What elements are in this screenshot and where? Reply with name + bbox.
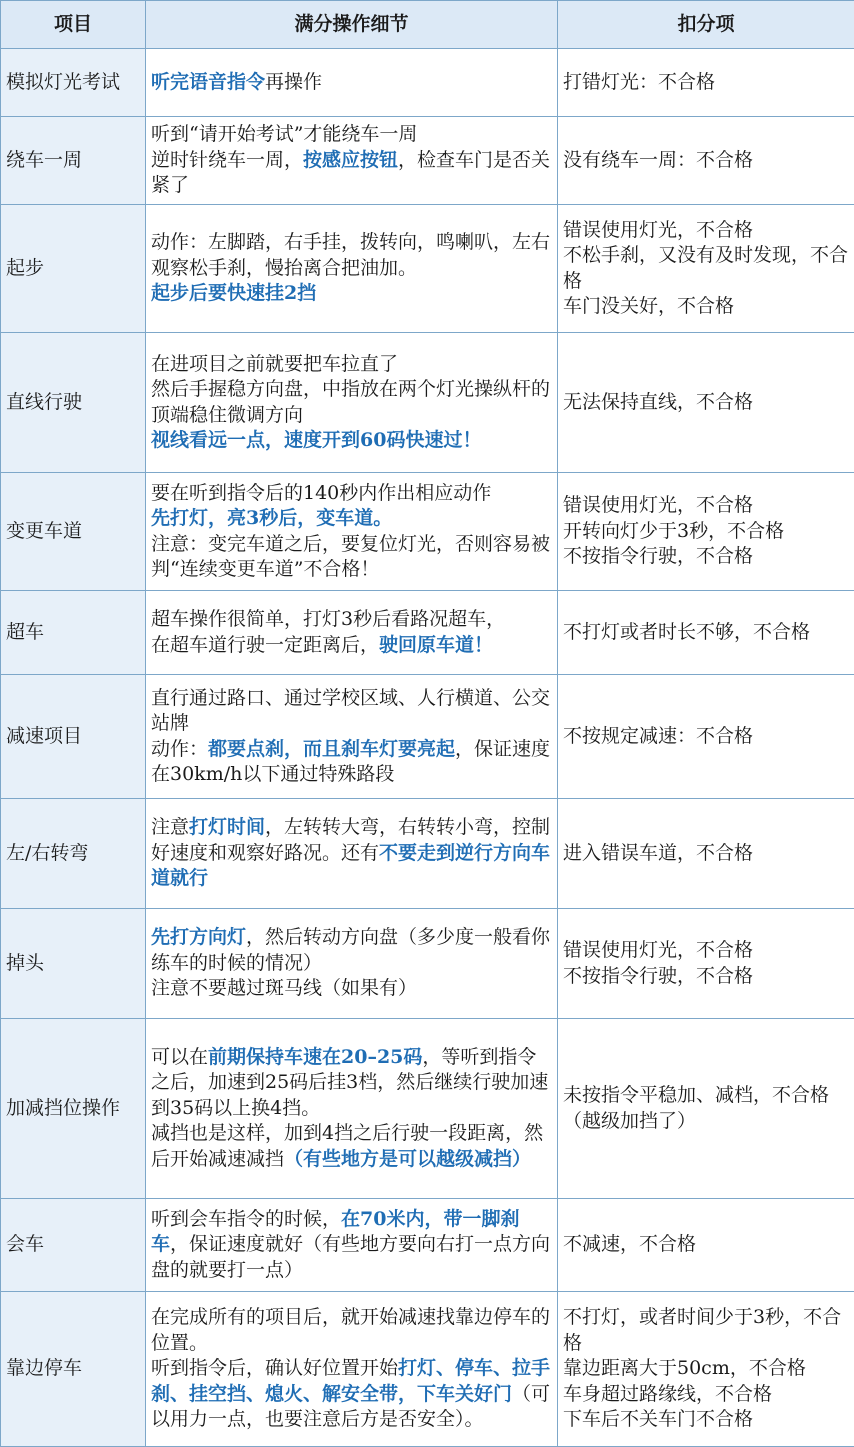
deduct-line: 不按指令行驶，不合格 (563, 964, 849, 990)
table-row (1, 675, 854, 799)
table-row (1, 1019, 854, 1199)
row-detail-cell (146, 473, 558, 591)
row-detail-cell (146, 205, 558, 333)
deduct-line: 车门没关好，不合格 (563, 294, 849, 320)
detail-text: 注意：变完车道之后，要复位灯光，否则容易被判“连续变更车道”不合格！ (151, 533, 550, 581)
header-deduct: 扣分项 (558, 1, 854, 49)
deduct-line: 进入错误车道，不合格 (563, 841, 849, 867)
deduct-line: 不按指令行驶，不合格 (563, 544, 849, 570)
detail-text: 可以在 (151, 1046, 208, 1068)
table-row (1, 117, 854, 205)
deduct-line: 错误使用灯光，不合格 (563, 218, 849, 244)
detail-text: ，检查车门是否关紧了 (151, 149, 550, 197)
detail-paragraph (151, 607, 552, 633)
row-item-cell: 绕车一周 (1, 117, 146, 205)
detail-paragraph (151, 633, 552, 659)
table-row (1, 591, 854, 675)
row-item-cell: 左/右转弯 (1, 799, 146, 909)
row-item-cell: 起步 (1, 205, 146, 333)
detail-text: 在进项目之前就要把车拉直了 (151, 353, 398, 375)
detail-paragraph (151, 230, 552, 281)
table-row (1, 1292, 854, 1447)
detail-text: 在完成所有的项目后，就开始减速找靠边停车的位置。 (151, 1306, 550, 1354)
detail-text: 要在听到指令后的140秒内作出相应动作 (151, 482, 491, 504)
table-row (1, 205, 854, 333)
highlight-text: 按感应按钮 (303, 149, 398, 171)
detail-paragraph (151, 481, 552, 507)
highlight-text: 前期保持车速在20–25码 (208, 1046, 422, 1068)
row-deduct-cell (558, 473, 854, 591)
detail-text: 在超车道行驶一定距离后， (151, 634, 379, 656)
highlight-text: 先打灯，亮3秒后，变车道。 (151, 507, 392, 529)
table-row (1, 49, 854, 117)
detail-text: （可以用力一点，也要注意后方是否安全）。 (151, 1383, 550, 1431)
table-row (1, 909, 854, 1019)
deduct-line: 不松手刹，又没有及时发现，不合格 (563, 243, 849, 294)
detail-paragraph (151, 428, 552, 454)
detail-text: 动作： (151, 738, 208, 760)
deduct-line: 没有绕车一周：不合格 (563, 148, 849, 174)
detail-text: 超车操作很简单，打灯3秒后看路况超车， (151, 608, 505, 630)
detail-paragraph (151, 976, 552, 1002)
detail-text: 听到“请开始考试”才能绕车一周 (151, 123, 417, 145)
highlight-text: 不要走到逆行方向车道就行 (151, 842, 550, 890)
row-detail-cell (146, 49, 558, 117)
highlight-text: 起步后要快速挂2挡 (151, 282, 316, 304)
header-row (1, 1, 854, 49)
detail-paragraph (151, 532, 552, 583)
detail-text: ，左转转大弯，右转转小弯，控制好速度和观察好路况。还有 (151, 816, 550, 864)
row-deduct-cell (558, 49, 854, 117)
deduct-line: 错误使用灯光，不合格 (563, 493, 849, 519)
table-body (1, 49, 854, 1447)
row-deduct-cell (558, 675, 854, 799)
detail-paragraph (151, 686, 552, 737)
row-detail-cell (146, 799, 558, 909)
row-item-cell: 减速项目 (1, 675, 146, 799)
deduct-line: 不按规定减速：不合格 (563, 724, 849, 750)
row-deduct-cell (558, 333, 854, 473)
detail-paragraph (151, 122, 552, 148)
header-detail: 满分操作细节 (146, 1, 558, 49)
deduct-line: 不打灯，或者时间少于3秒，不合格 (563, 1305, 849, 1356)
row-item-cell: 加减挡位操作 (1, 1019, 146, 1199)
row-item-cell: 直线行驶 (1, 333, 146, 473)
highlight-text: 都要点刹，而且刹车灯要亮起 (208, 738, 455, 760)
row-detail-cell (146, 591, 558, 675)
detail-text: 注意不要越过斑马线（如果有） (151, 977, 417, 999)
detail-paragraph (151, 377, 552, 428)
deduct-line: 靠边距离大于50cm，不合格 (563, 1356, 849, 1382)
highlight-text: 打灯时间 (189, 816, 265, 838)
detail-text: 逆时针绕车一周， (151, 149, 303, 171)
detail-paragraph (151, 925, 552, 976)
detail-text: 减挡也是这样，加到4挡之后行驶一段距离，然后开始减速减挡 (151, 1122, 543, 1170)
row-deduct-cell (558, 591, 854, 675)
highlight-text: （有些地方是可以越级减挡） (284, 1148, 531, 1170)
deduct-line: 打错灯光：不合格 (563, 70, 849, 96)
deduct-line: （越级加挡了） (563, 1109, 849, 1135)
row-deduct-cell (558, 205, 854, 333)
detail-text: 再操作 (265, 71, 322, 93)
detail-paragraph (151, 1207, 552, 1284)
detail-text: 然后手握稳方向盘，中指放在两个灯光操纵杆的顶端稳住微调方向 (151, 378, 550, 426)
row-deduct-cell (558, 117, 854, 205)
highlight-text: 打灯、停车、拉手刹、挂空挡、熄火、解安全带，下车关好门 (151, 1357, 550, 1405)
row-detail-cell (146, 1199, 558, 1292)
deduct-line: 开转向灯少于3秒，不合格 (563, 519, 849, 545)
deduct-line: 不减速，不合格 (563, 1232, 849, 1258)
detail-text: 直行通过路口、通过学校区域、人行横道、公交站牌 (151, 687, 550, 735)
detail-paragraph (151, 352, 552, 378)
deduct-line: 未按指令平稳加、减档，不合格 (563, 1083, 849, 1109)
table-row (1, 473, 854, 591)
detail-text: 听到指令后，确认好位置开始 (151, 1357, 398, 1379)
detail-text: ，保证速度在30km/h以下通过特殊路段 (151, 738, 550, 786)
detail-text: 注意 (151, 816, 189, 838)
detail-paragraph (151, 506, 552, 532)
detail-paragraph (151, 815, 552, 892)
row-detail-cell (146, 1292, 558, 1447)
deduct-line: 错误使用灯光，不合格 (563, 938, 849, 964)
header-item: 项目 (1, 1, 146, 49)
row-detail-cell (146, 909, 558, 1019)
row-item-cell: 超车 (1, 591, 146, 675)
highlight-text: 视线看远一点，速度开到60码快速过！ (151, 429, 481, 451)
deduct-line: 下车后不关车门不合格 (563, 1407, 849, 1433)
detail-paragraph (151, 1121, 552, 1172)
row-item-cell: 模拟灯光考试 (1, 49, 146, 117)
detail-paragraph (151, 281, 552, 307)
table-row (1, 799, 854, 909)
detail-text: ，然后转动方向盘（多少度一般看你练车的时候的情况） (151, 926, 550, 974)
detail-paragraph (151, 737, 552, 788)
highlight-text: 听完语音指令 (151, 71, 265, 93)
row-deduct-cell (558, 1292, 854, 1447)
row-deduct-cell (558, 1019, 854, 1199)
detail-text: ，等听到指令之后，加速到25码后挂3档，然后继续行驶加速到35码以上换4挡。 (151, 1046, 548, 1119)
deduct-line: 不打灯或者时长不够，不合格 (563, 620, 849, 646)
detail-paragraph (151, 148, 552, 199)
row-deduct-cell (558, 799, 854, 909)
detail-text: 听到会车指令的时候， (151, 1208, 341, 1230)
detail-paragraph (151, 1305, 552, 1356)
detail-paragraph (151, 1045, 552, 1122)
detail-paragraph (151, 70, 552, 96)
table-row (1, 333, 854, 473)
row-item-cell: 会车 (1, 1199, 146, 1292)
detail-paragraph (151, 1356, 552, 1433)
row-detail-cell (146, 675, 558, 799)
table-row (1, 1199, 854, 1292)
deduct-line: 无法保持直线，不合格 (563, 390, 849, 416)
highlight-text: 先打方向灯 (151, 926, 246, 948)
deduct-line: 车身超过路缘线，不合格 (563, 1382, 849, 1408)
detail-text: ，保证速度就好（有些地方要向右打一点方向盘的就要打一点） (151, 1233, 550, 1281)
highlight-text: 在70米内，带一脚刹车 (151, 1208, 519, 1256)
highlight-text: 驶回原车道！ (379, 634, 493, 656)
row-item-cell: 靠边停车 (1, 1292, 146, 1447)
row-detail-cell (146, 1019, 558, 1199)
row-detail-cell (146, 333, 558, 473)
row-deduct-cell (558, 1199, 854, 1292)
detail-text: 动作：左脚踏，右手挂，拨转向，鸣喇叭，左右观察松手刹，慢抬离合把油加。 (151, 231, 550, 279)
row-deduct-cell (558, 909, 854, 1019)
row-detail-cell (146, 117, 558, 205)
row-item-cell: 掉头 (1, 909, 146, 1019)
row-item-cell: 变更车道 (1, 473, 146, 591)
